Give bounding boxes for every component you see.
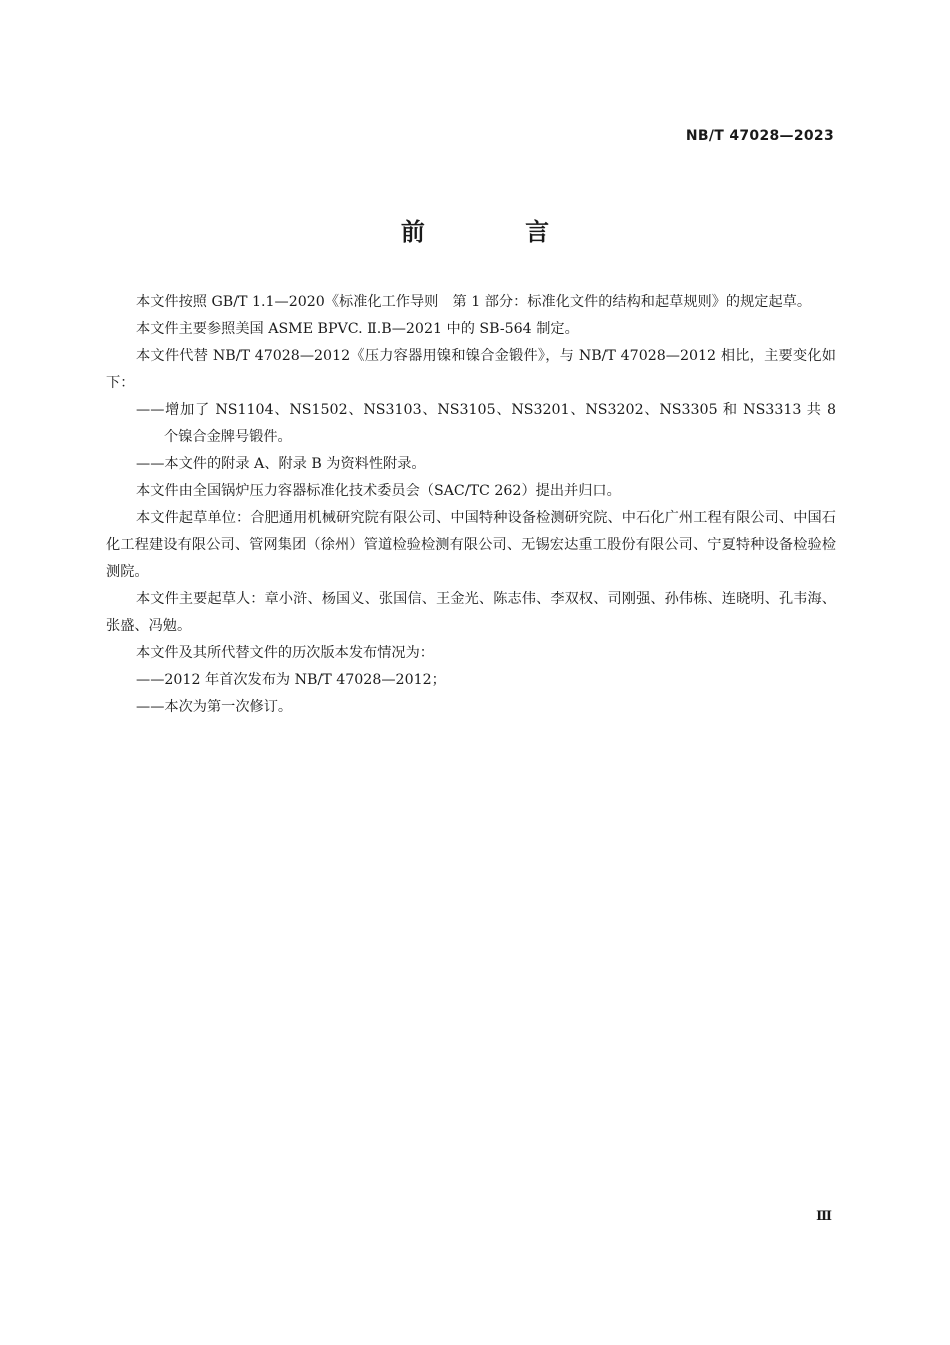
paragraph-history-intro: 本文件及其所代替文件的历次版本发布情况为： xyxy=(136,645,434,661)
page-title: 前 言 xyxy=(400,218,596,246)
history-item: ——2012 年首次发布为 NB/T 47028—2012； xyxy=(136,672,446,688)
paragraph-reference: 本文件主要参照美国 ASME BPVC. Ⅱ.B—2021 中的 SB-564 制定。 xyxy=(136,321,579,337)
change-item: ——增加了 NS1104、NS1502、NS3103、NS3105、NS3201、NS3202、NS3305 和 NS3313 共 8 个镍合金牌号锻件。 xyxy=(136,402,836,445)
page-number: Ⅲ xyxy=(816,1209,832,1224)
change-item: ——本文件的附录 A、附录 B 为资料性附录。 xyxy=(136,456,426,472)
paragraph-drafters: 本文件主要起草人：章小浒、杨国义、张国信、王金光、陈志伟、李双权、司刚强、孙伟栋、连晓明、孔韦海、张盛、冯勉。 xyxy=(106,591,836,634)
paragraph-drafting-units: 本文件起草单位：合肥通用机械研究院有限公司、中国特种设备检测研究院、中石化广州工程有限公司、中国石化工程建设有限公司、管网集团（徐州）管道检验检测有限公司、无锡宏达重工股份有限公司、宁夏特种设备检验检测院。 xyxy=(106,510,836,580)
standard-code: NB/T 47028—2023 xyxy=(685,128,834,144)
foreword-body xyxy=(106,289,836,721)
paragraph-drafting-rules: 本文件按照 GB/T 1.1—2020《标准化工作导则 第 1 部分：标准化文件的结构和起草规则》的规定起草。 xyxy=(136,294,812,310)
paragraph-proposer: 本文件由全国锅炉压力容器标准化技术委员会（SAC/TC 262）提出并归口。 xyxy=(136,483,621,499)
history-item: ——本次为第一次修订。 xyxy=(136,699,293,715)
paragraph-replacement: 本文件代替 NB/T 47028—2012《压力容器用镍和镍合金锻件》，与 NB/T 47028—2012 相比，主要变化如下： xyxy=(106,348,836,391)
